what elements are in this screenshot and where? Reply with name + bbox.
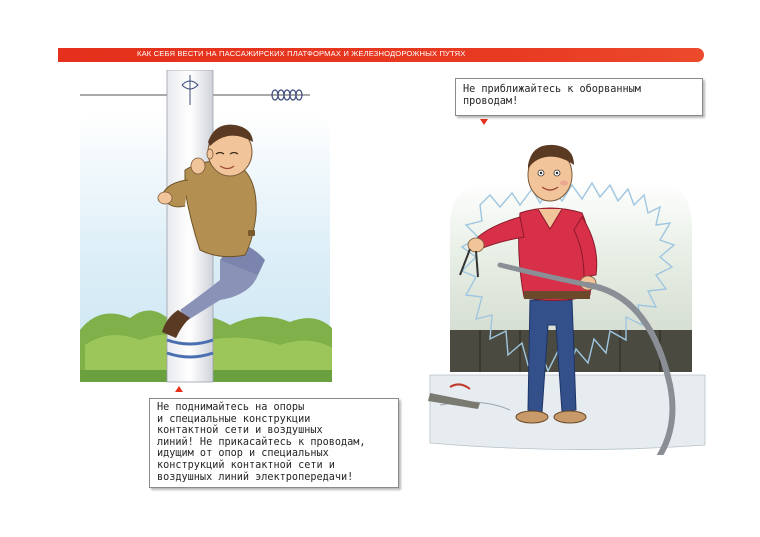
- right-illustration: [420, 125, 710, 455]
- left-callout-line: линий! Не прикасайтесь к проводам,: [157, 436, 366, 448]
- left-callout-pointer: [175, 386, 183, 392]
- right-callout-line: проводам!: [463, 95, 519, 107]
- left-callout-line: идущим от опор и специальных: [157, 448, 329, 460]
- left-callout-line: и специальные конструкции: [157, 413, 311, 425]
- header-title: КАК СЕБЯ ВЕСТИ НА ПАССАЖИРСКИХ ПЛАТФОРМАХ И ЖЕЛЕЗНОДОРОЖНЫХ ПУТЯХ: [137, 49, 466, 58]
- left-callout-line: конструкций контактной сети и: [157, 459, 335, 471]
- right-callout-line: Не приближайтесь к оборванным: [463, 84, 641, 95]
- left-callout-line: воздушных линий электропередачи!: [157, 471, 354, 483]
- left-callout-line: Не поднимайтесь на опоры: [157, 402, 305, 413]
- left-callout-line: контактной сети и воздушных: [157, 425, 323, 437]
- left-illustration: [70, 70, 400, 390]
- right-callout: [455, 78, 703, 116]
- left-callout: [149, 398, 399, 488]
- header-bar: [58, 48, 704, 62]
